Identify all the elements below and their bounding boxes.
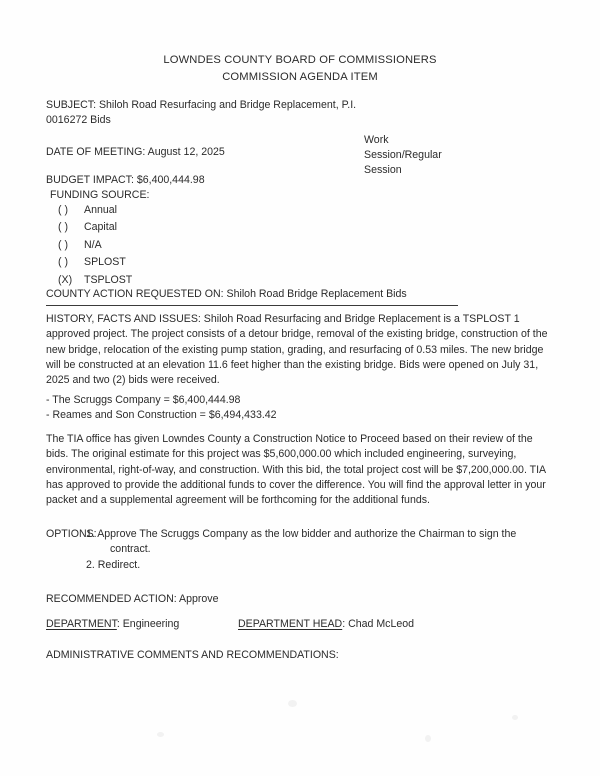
funding-option-na-label: N/A — [84, 238, 102, 251]
checkbox-annual[interactable]: ( ) — [58, 204, 68, 216]
date-of-meeting: DATE OF MEETING: August 12, 2025 — [46, 146, 225, 158]
subject-block — [46, 98, 466, 128]
department-label: DEPARTMENT — [46, 618, 117, 630]
funding-option-na[interactable] — [58, 237, 298, 254]
funding-option-capital[interactable] — [58, 219, 298, 236]
bid-list — [46, 393, 277, 424]
funding-option-annual-label: Annual — [84, 204, 117, 216]
checkbox-splost[interactable]: ( ) — [58, 256, 68, 269]
funding-source-list — [58, 202, 298, 289]
tia-paragraph: The TIA office has given Lowndes County a Construction Notice to Proceed based on their review of the bids. The original estimate for this project was $5,600,000.00 which included engineering, surveying, environmental, right-of-way, and construction. With this bid, the total project cost will be $7,200,000.00. TIA has approved to provide the additional funds to cover the difference. You will find the approval letter in your packet and a supplemental agreement will be forthcoming for the additional funds. — [46, 433, 546, 507]
funding-option-splost-label: SPLOST — [84, 256, 126, 269]
document-header — [0, 52, 600, 86]
session-line-1: Work — [364, 134, 389, 146]
options-items — [86, 527, 555, 573]
checkbox-na[interactable]: ( ) — [58, 238, 68, 251]
county-action-requested: COUNTY ACTION REQUESTED ON: Shiloh Road Bridge Replacement Bids — [46, 287, 458, 306]
scan-speckle — [288, 700, 297, 707]
funding-option-splost[interactable] — [58, 254, 298, 271]
recommended-action: RECOMMENDED ACTION: Approve — [46, 593, 219, 605]
funding-source-label: FUNDING SOURCE: — [50, 189, 150, 201]
subject-line-1: SUBJECT: Shiloh Road Resurfacing and Bridge Replacement, P.I. — [46, 99, 357, 111]
options-section — [46, 527, 555, 573]
scan-speckle — [157, 732, 164, 737]
department-head-value: : Chad McLeod — [342, 618, 415, 630]
department-value: : Engineering — [116, 618, 180, 630]
options-label: OPTIONS: — [46, 528, 97, 540]
option-item-1-continuation: contract. — [110, 543, 151, 556]
funding-option-annual[interactable] — [58, 202, 298, 219]
option-item-1 — [86, 527, 538, 558]
header-title-line-2: COMMISSION AGENDA ITEM — [222, 71, 378, 83]
department-head-label: DEPARTMENT HEAD — [238, 618, 343, 630]
option-item-2: 2. Redirect. — [86, 558, 141, 571]
funding-option-capital-label: Capital — [84, 221, 117, 234]
bid-item-scruggs: - The Scruggs Company = $6,400,444.98 — [46, 394, 241, 406]
administrative-comments-heading: ADMINISTRATIVE COMMENTS AND RECOMMENDATIONS: — [46, 649, 339, 661]
funding-option-tsplost-label: TSPLOST — [84, 273, 133, 286]
department-field — [46, 617, 179, 632]
session-type-column — [364, 133, 484, 179]
checkbox-capital[interactable]: ( ) — [58, 221, 68, 234]
scan-speckle — [512, 715, 518, 720]
subject-line-2: 0016272 Bids — [46, 114, 111, 127]
department-head-field — [238, 617, 414, 632]
checkbox-tsplost-checked[interactable]: (X) — [58, 273, 73, 286]
session-line-3: Session — [364, 164, 402, 177]
bid-item-reames: - Reames and Son Construction = $6,494,433.42 — [46, 409, 277, 422]
budget-impact: BUDGET IMPACT: $6,400,444.98 — [46, 174, 205, 186]
header-title-line-1: LOWNDES COUNTY BOARD OF COMMISSIONERS — [163, 54, 437, 66]
scan-speckle — [425, 735, 431, 742]
history-facts-issues-paragraph: HISTORY, FACTS AND ISSUES: Shiloh Road Resurfacing and Bridge Replacement is a TSPLOST 1 approved project. The project consists of a detour bridge, removal of the existing bridge, construction of the new bridge, relocation of the existing pump station, grading, and resurfacing of 0.53 miles. The new bridge will be constructed at an elevation 11.6 feet higher than the existing bridge. Bids were opened on July 31, 2025 and two (2) bids were received. — [46, 313, 548, 387]
option-item-1-text: 1. Approve The Scruggs Company as the low bidder and authorize the Chairman to sign the — [86, 528, 517, 540]
session-line-2: Session/Regular — [364, 149, 442, 162]
